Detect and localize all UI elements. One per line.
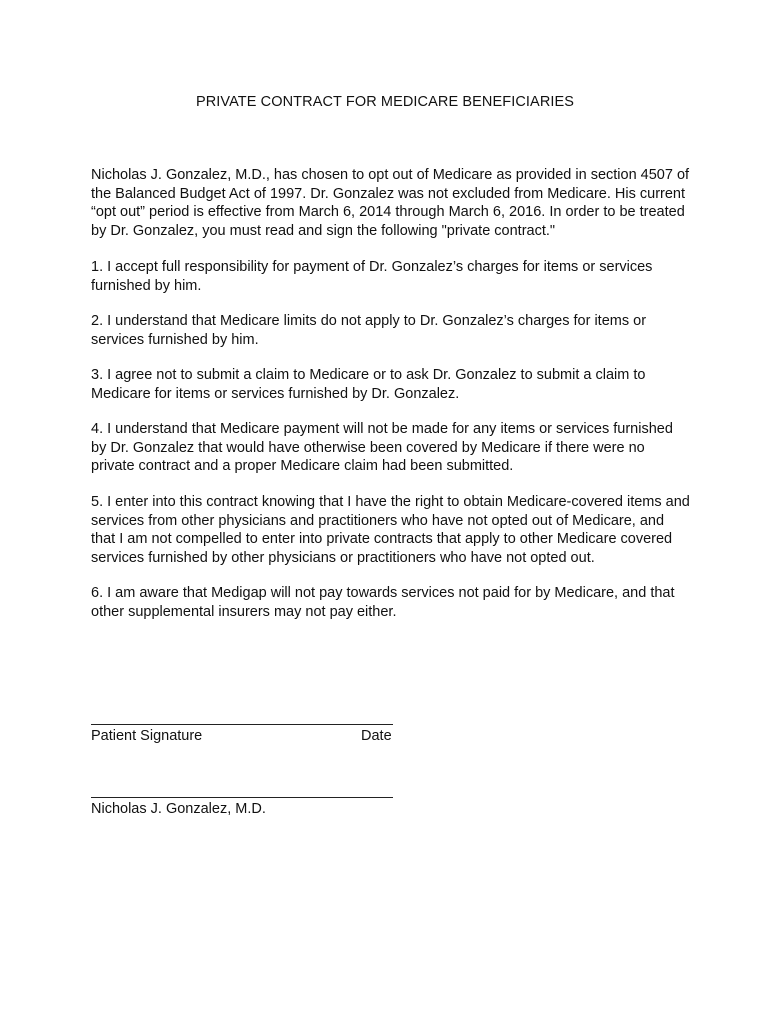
intro-paragraph: Nicholas J. Gonzalez, M.D., has chosen to opt out of Medicare as provided in section 4507 of the Balanced Budget Act of 1997. Dr. Gonzalez was not excluded from Medicare. His current “opt out” period is effective from March 6, 2014 through March 6, 2016. In order to be treated by Dr. Gonzalez, you must read and sign the following "private contract.": [91, 167, 690, 239]
clause-6: 6. I am aware that Medigap will not pay towards services not paid for by Medicare, and that other supplemental insurers may not pay either.: [91, 585, 675, 620]
clause-2: 2. I understand that Medicare limits do not apply to Dr. Gonzalez’s charges for items or services furnished by him.: [91, 313, 647, 348]
clause-3: 3. I agree not to submit a claim to Medicare or to ask Dr. Gonzalez to submit a claim to Medicare for items or services furnished by Dr. Gonzalez.: [91, 367, 646, 402]
doctor-signature-line[interactable]: [91, 797, 393, 798]
date-label: Date: [361, 728, 392, 744]
patient-signature-line[interactable]: [91, 724, 393, 725]
document-title: PRIVATE CONTRACT FOR MEDICARE BENEFICIARIES: [195, 94, 575, 110]
doctor-signature-label: Nicholas J. Gonzalez, M.D.: [91, 801, 266, 817]
clause-1: 1. I accept full responsibility for payment of Dr. Gonzalez’s charges for items or services furnished by him.: [91, 259, 653, 294]
clause-5: 5. I enter into this contract knowing that I have the right to obtain Medicare-covered items and services from other physicians and practitioners who have not opted out of Medicare, and that I am not compelled to enter into private contracts that apply to other Medicare covered services furnished by other physicians or practitioners who have not opted out.: [91, 494, 690, 566]
clause-4: 4. I understand that Medicare payment will not be made for any items or services furnished by Dr. Gonzalez that would have otherwise been covered by Medicare if there were no private contract and a proper Medicare claim had been submitted.: [91, 421, 673, 474]
patient-signature-label: Patient Signature: [91, 728, 203, 744]
